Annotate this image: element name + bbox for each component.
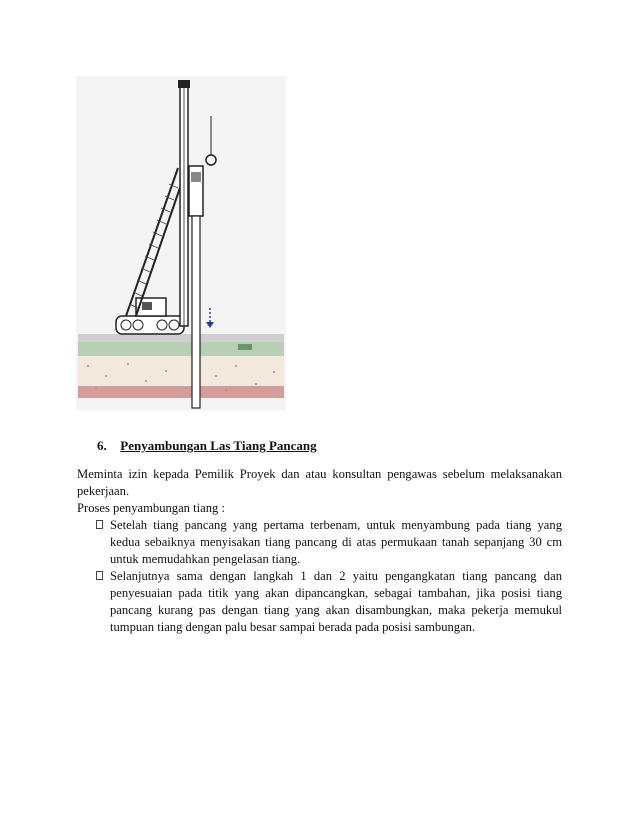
bullet-box-icon (96, 520, 103, 529)
list-item-text: Setelah tiang pancang yang pertama terbenam, untuk menyambung pada tiang yang kedua sebaiknya menyisakan tiang pancang di atas permukaan tanah sepanjang 30 cm untuk memudahkan pengelasan tiang. (110, 518, 562, 566)
section-heading (97, 438, 317, 454)
intro-paragraph: Meminta izin kepada Pemilik Proyek dan atau konsultan pengawas sebelum melaksanakan pekerjaan. (77, 467, 562, 498)
list-item-text: Selanjutnya sama dengan langkah 1 dan 2 yaitu pengangkatan tiang pancang dan penyesuaian pada titik yang akan dipancangkan, sebagai tambahan, jika posisi tiang pancang kurang pas dengan tiang yang akan disambungkan, maka pekerja memukul tumpuan tiang dengan palu besar sampai berada pada posisi sambungan. (110, 569, 562, 634)
bullet-box-icon (96, 571, 103, 580)
section-number: 6. (97, 438, 107, 453)
process-list (77, 517, 562, 636)
pile-driving-figure (76, 76, 286, 410)
body-text (77, 466, 562, 636)
list-item (77, 568, 562, 636)
section-title: Penyambungan Las Tiang Pancang (120, 438, 317, 453)
pile-driving-rig-illustration (76, 76, 286, 410)
process-label: Proses penyambungan tiang : (77, 501, 225, 515)
list-item (77, 517, 562, 568)
